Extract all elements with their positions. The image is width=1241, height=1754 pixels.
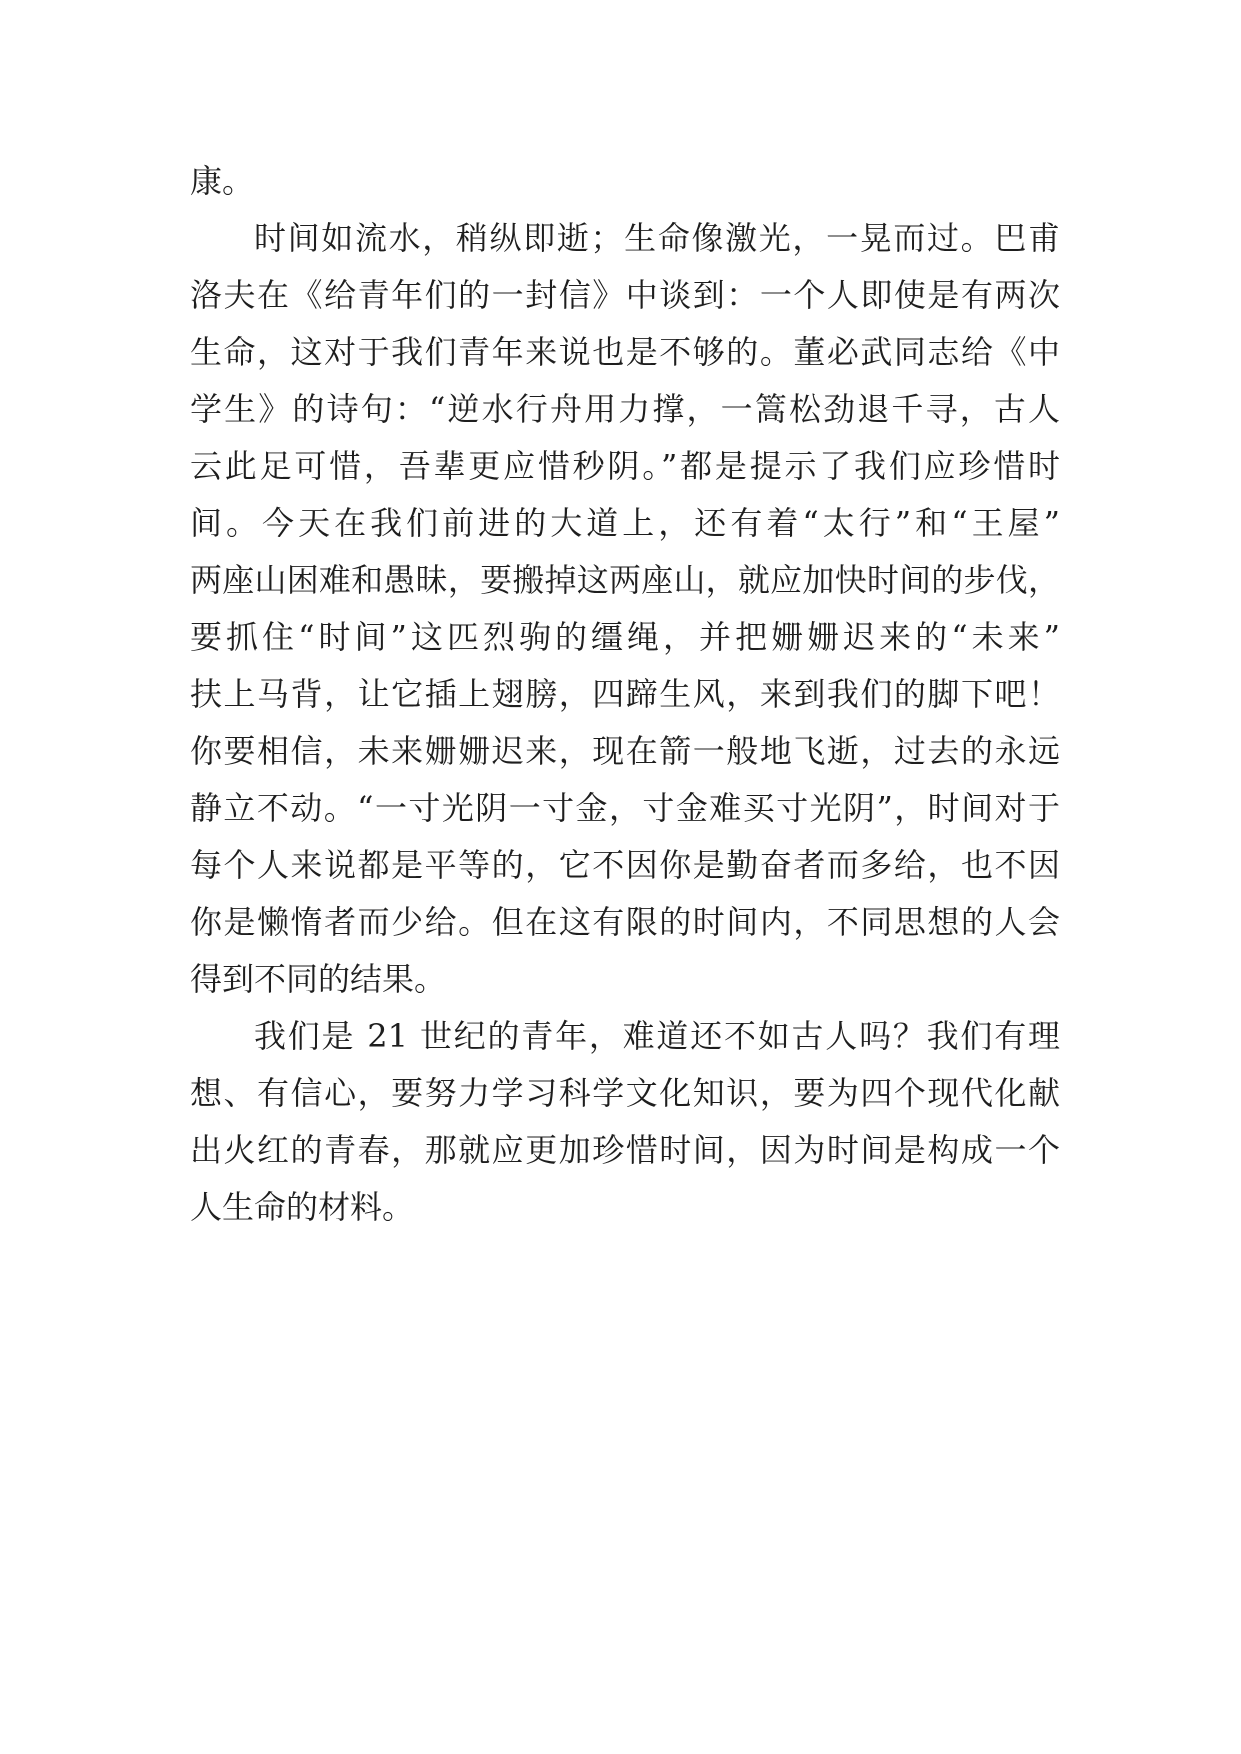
text-line: 要抓住“时间”这匹烈驹的缰绳，并把姗姗迟来的“未来” [190,618,1060,656]
text-line: 学生》的诗句：“逆水行舟用力撑，一篙松劲退千寻，古人 [190,390,1060,428]
text-line: 出火红的青春，那就应更加珍惜时间，因为时间是构成一个 [190,1131,1060,1169]
text-line: 生命，这对于我们青年来说也是不够的。董必武同志给《中 [190,333,1060,371]
text-line: 我们是 21 世纪的青年，难道还不如古人吗？我们有理 [254,1017,1060,1055]
text-line: 时间如流水，稍纵即逝；生命像激光，一晃而过。巴甫 [254,219,1060,257]
text-line: 两座山困难和愚昧，要搬掉这两座山，就应加快时间的步伐， [190,561,1060,599]
text-line: 康。 [190,162,255,200]
text-line: 洛夫在《给青年们的一封信》中谈到：一个人即使是有两次 [190,276,1060,314]
text-line: 云此足可惜，吾辈更应惜秒阴。”都是提示了我们应珍惜时 [190,447,1060,485]
text-line: 你是懒惰者而少给。但在这有限的时间内，不同思想的人会 [190,903,1060,941]
text-line: 每个人来说都是平等的，它不因你是勤奋者而多给，也不因 [190,846,1060,884]
text-line: 你要相信，未来姗姗迟来，现在箭一般地飞逝，过去的永远 [190,732,1060,770]
text-line: 间。今天在我们前进的大道上，还有着“太行”和“王屋” [190,504,1060,542]
text-line: 想、有信心，要努力学习科学文化知识，要为四个现代化献 [190,1074,1060,1112]
text-line: 静立不动。“一寸光阴一寸金，寸金难买寸光阴”，时间对于 [190,789,1060,827]
text-line: 扶上马背，让它插上翅膀，四蹄生风，来到我们的脚下吧！ [190,675,1060,713]
text-line: 人生命的材料。 [190,1188,415,1226]
text-line: 得到不同的结果。 [190,960,447,998]
document-body [190,153,1060,1236]
